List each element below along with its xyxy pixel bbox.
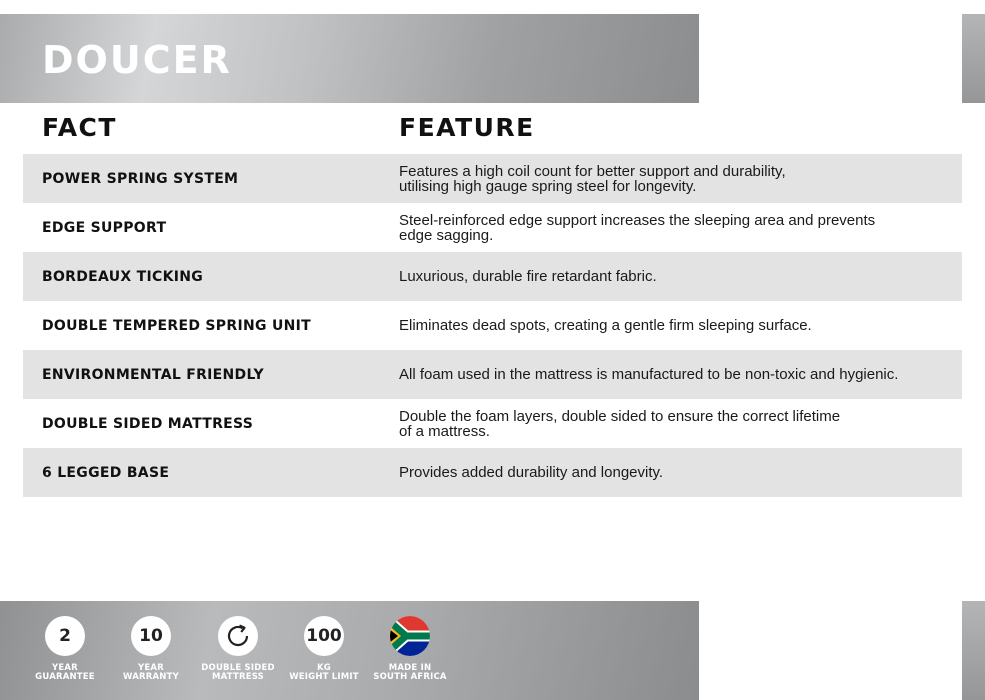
badge-label-line: MADE IN (388, 663, 432, 673)
badge-label-line: MATTRESS (212, 672, 264, 682)
badge-circle: 100 (304, 616, 344, 656)
badge-label (360, 664, 460, 682)
feature-cell (399, 409, 939, 439)
table-row (23, 399, 962, 448)
rotate-icon (218, 616, 258, 656)
feature-cell (399, 213, 939, 243)
badge-label (188, 664, 288, 682)
badge-label (274, 664, 374, 682)
badge-label-line: YEAR (138, 663, 164, 673)
fact-cell: 6 LEGGED BASE (42, 464, 170, 481)
badge-label-line: WARRANTY (123, 672, 179, 682)
table-row (23, 203, 962, 252)
fact-cell: BORDEAUX TICKING (42, 268, 204, 285)
fact-cell: DOUBLE TEMPERED SPRING UNIT (42, 317, 311, 334)
made-in-badge (360, 616, 460, 682)
feature-cell (399, 318, 939, 333)
south-africa-flag-icon (390, 616, 430, 656)
feature-cell (399, 269, 939, 284)
feature-line: Features a high coil count for better support and durability, (399, 162, 786, 180)
badge-label (15, 664, 115, 682)
weight-limit-badge (274, 616, 374, 682)
product-title: DOUCER (42, 38, 232, 82)
feature-line: Double the foam layers, double sided to ensure the correct lifetime (399, 407, 841, 425)
feature-cell (399, 164, 939, 194)
feature-line: Steel-reinforced edge support increases the sleeping area and prevents (399, 211, 876, 229)
badge-label-line: WEIGHT LIMIT (289, 672, 359, 682)
feature-line: Provides added durability and longevity. (399, 464, 664, 481)
table-row (23, 252, 962, 301)
feature-cell (399, 465, 939, 480)
title-banner (0, 14, 699, 103)
fact-column-header: FACT (42, 113, 117, 142)
fact-cell: DOUBLE SIDED MATTRESS (42, 415, 254, 432)
feature-line: Eliminates dead spots, creating a gentle firm sleeping surface. (399, 317, 812, 334)
table-row (23, 350, 962, 399)
feature-line: All foam used in the mattress is manufactured to be non-toxic and hygienic. (399, 366, 899, 383)
badge-label-line: SOUTH AFRICA (373, 672, 447, 682)
feature-line: utilising high gauge spring steel for longevity. (399, 177, 697, 195)
badge-label (101, 664, 201, 682)
fact-cell: ENVIRONMENTAL FRIENDLY (42, 366, 264, 383)
fact-cell: EDGE SUPPORT (42, 219, 167, 236)
fact-cell: POWER SPRING SYSTEM (42, 170, 239, 187)
badge-label-line: YEAR (52, 663, 78, 673)
feature-column-header: FEATURE (399, 113, 535, 142)
badge-circle: 10 (131, 616, 171, 656)
badge-label-line: GUARANTEE (35, 672, 95, 682)
badge-circle: 2 (45, 616, 85, 656)
table-row (23, 154, 962, 203)
edge-decoration-top (962, 14, 985, 103)
feature-line: Luxurious, durable fire retardant fabric. (399, 268, 657, 285)
feature-line: edge sagging. (399, 226, 494, 244)
badge-footer (0, 601, 699, 700)
facts-table (23, 154, 962, 497)
feature-cell (399, 367, 939, 382)
table-row (23, 301, 962, 350)
badge-label-line: DOUBLE SIDED (201, 663, 275, 673)
edge-decoration-bottom (962, 601, 985, 700)
warranty-badge (101, 616, 201, 682)
badge-label-line: KG (317, 663, 331, 673)
table-row (23, 448, 962, 497)
guarantee-badge (15, 616, 115, 682)
feature-line: of a mattress. (399, 422, 490, 440)
double-sided-badge (188, 616, 288, 682)
